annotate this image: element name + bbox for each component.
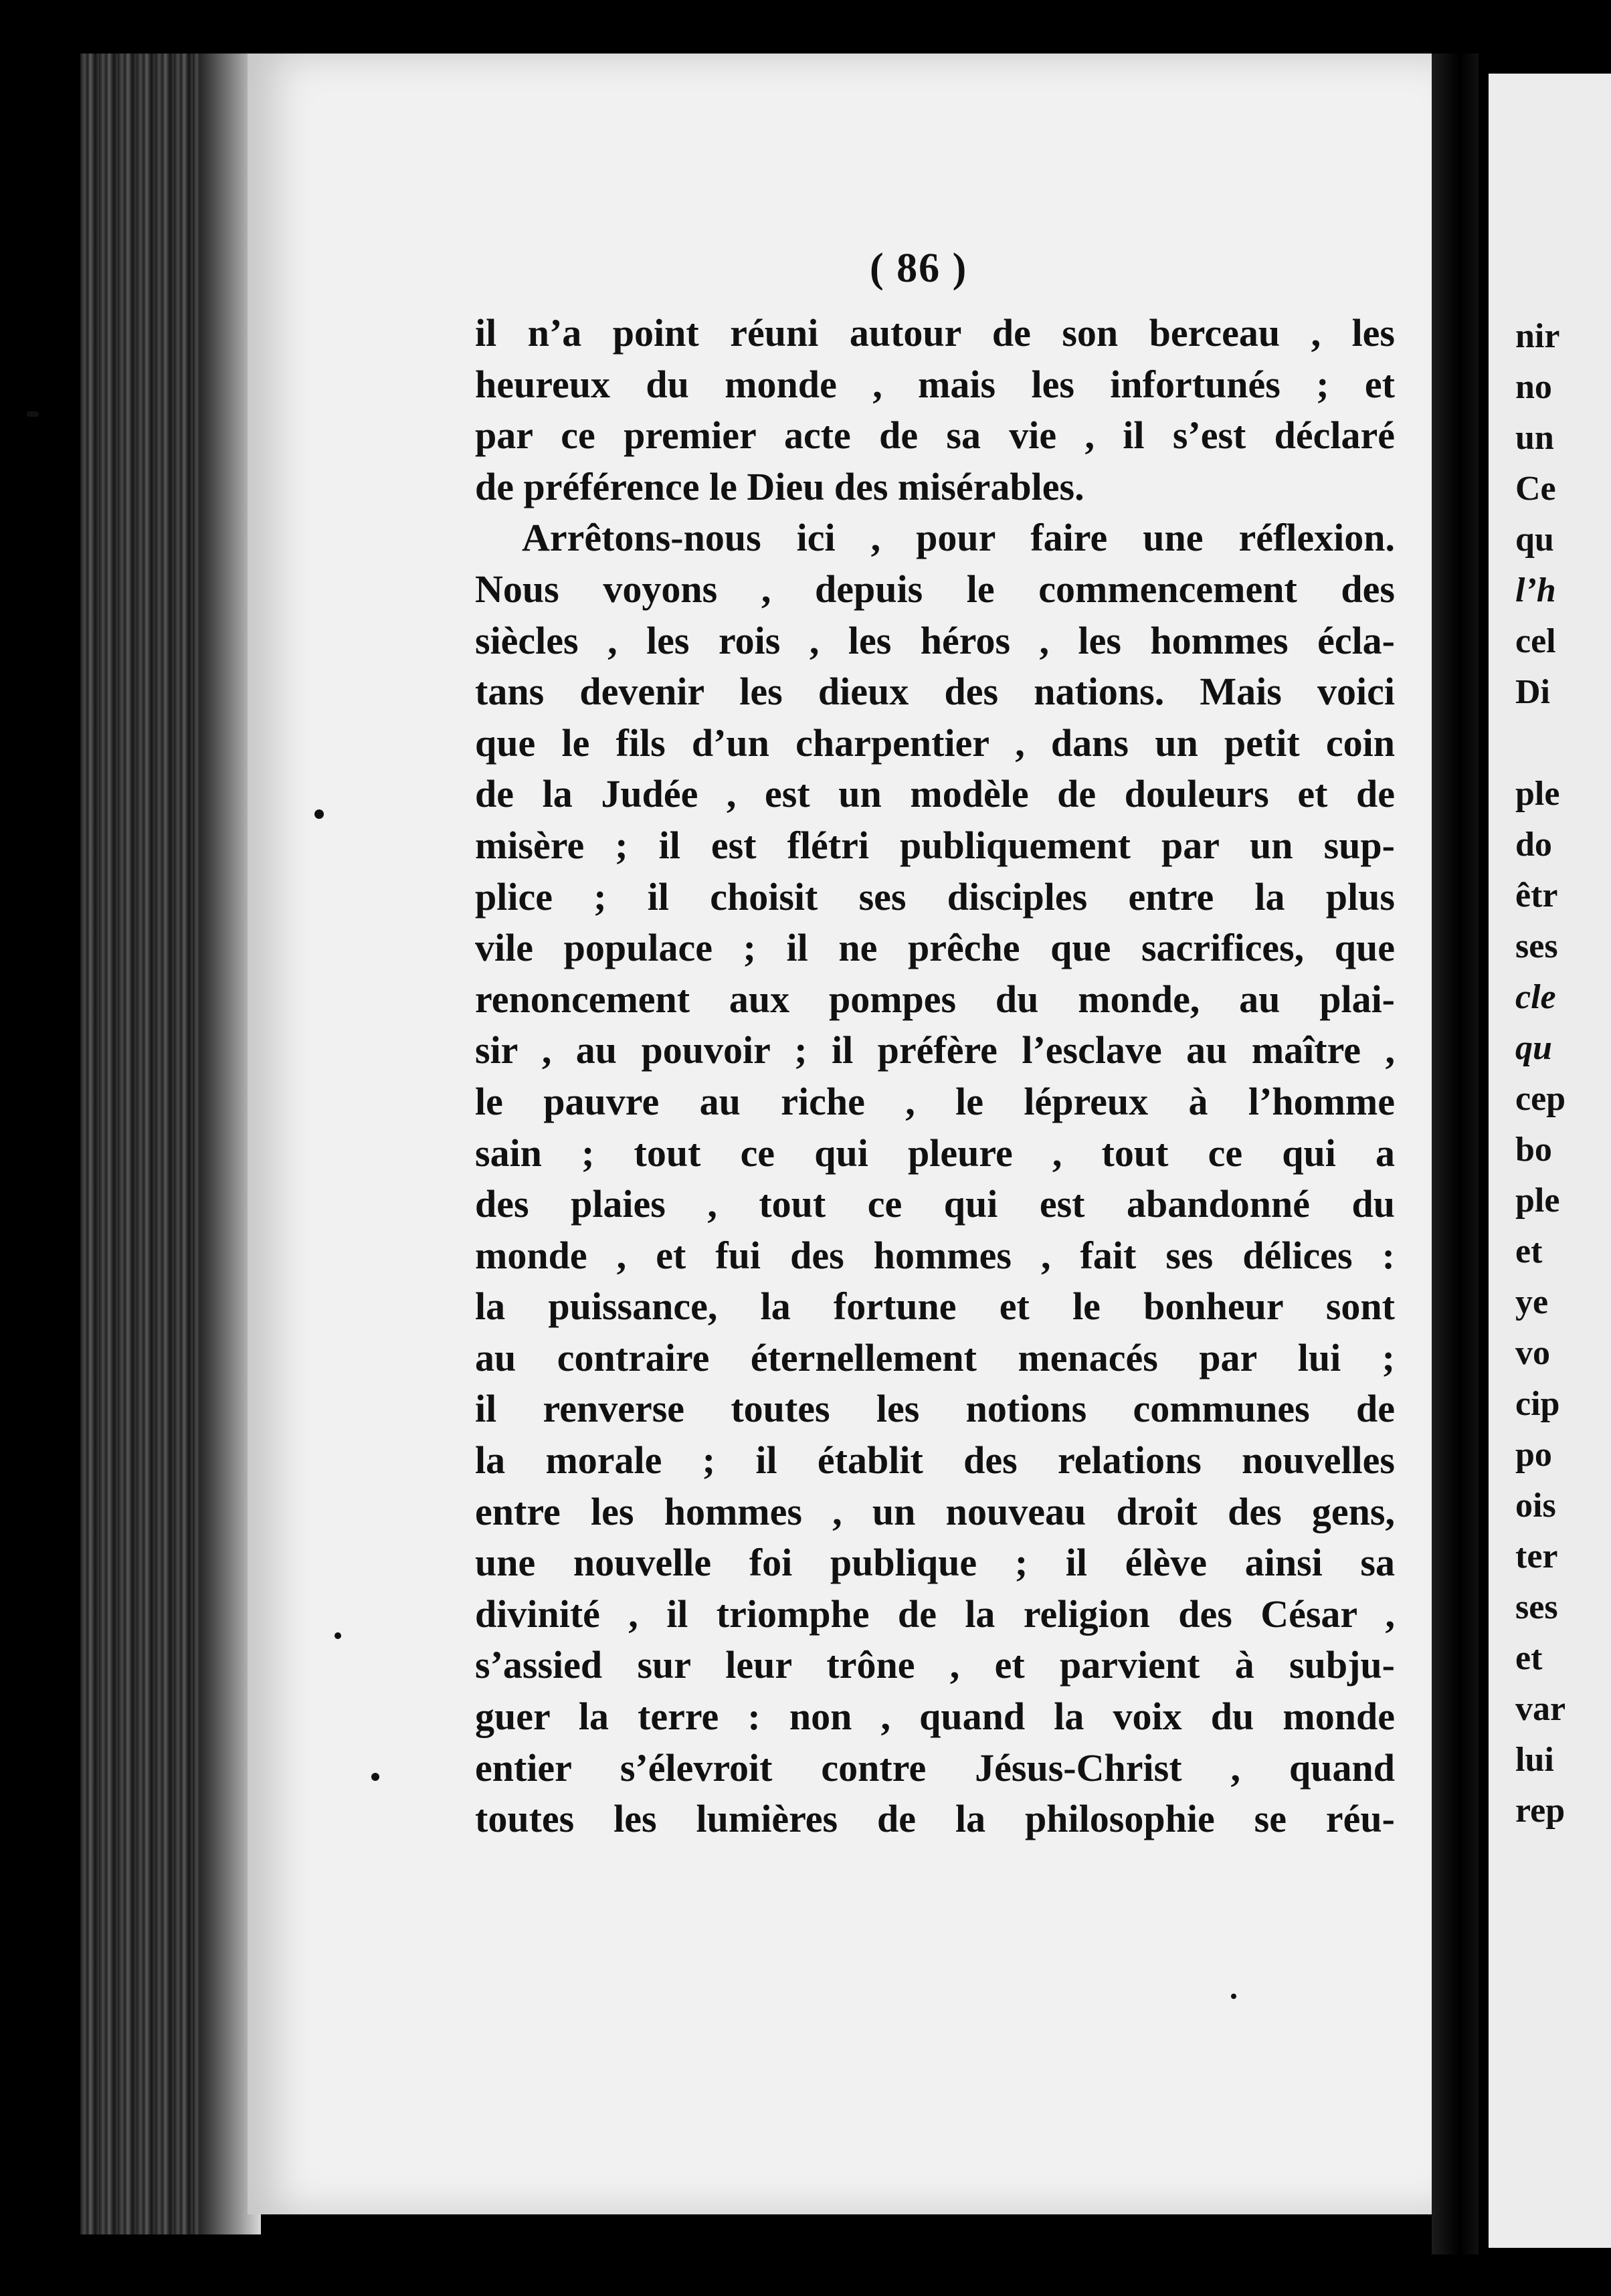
text-line: sain ; tout ce qui pleure , tout ce qui a: [475, 1131, 1395, 1175]
ink-speck: [371, 1773, 379, 1781]
facing-page: [1489, 74, 1611, 2248]
facing-fragment: do: [1515, 826, 1552, 864]
page-gutter: [1432, 54, 1479, 2255]
facing-fragment: un: [1515, 419, 1554, 457]
text-line: Nous voyons , depuis le commencement des: [475, 567, 1395, 611]
facing-fragment: cel: [1515, 622, 1556, 660]
ink-speck: [314, 809, 324, 819]
text-line: divinité , il triomphe de la religion des César ,: [475, 1592, 1395, 1636]
facing-fragment: et: [1515, 1232, 1543, 1270]
text-line: misère ; il est flétri publiquement par un sup-: [475, 823, 1395, 867]
facing-fragment: cep: [1515, 1080, 1566, 1118]
facing-fragment: bo: [1515, 1131, 1552, 1169]
facing-fragment: cip: [1515, 1385, 1560, 1423]
facing-fragment: ple: [1515, 1181, 1560, 1220]
facing-fragment: cle: [1515, 978, 1556, 1016]
facing-fragment: nir: [1515, 317, 1560, 355]
facing-fragment: po: [1515, 1436, 1552, 1474]
facing-fragment: vo: [1515, 1334, 1550, 1372]
text-line: il n’a point réuni autour de son berceau , les: [475, 311, 1395, 355]
facing-fragment: rep: [1515, 1792, 1566, 1830]
ink-speck: [27, 411, 39, 417]
page-body-text: [475, 308, 1395, 1845]
text-line: une nouvelle foi publique ; il élève ainsi sa: [475, 1541, 1395, 1585]
facing-fragment: ses: [1515, 927, 1558, 965]
text-line: par ce premier acte de sa vie , il s’est déclaré: [475, 413, 1395, 458]
text-line: entier s’élevroit contre Jésus-Christ , quand: [475, 1745, 1395, 1790]
text-line: que le fils d’un charpentier , dans un petit coin: [475, 721, 1395, 765]
facing-fragment: ple: [1515, 775, 1560, 813]
facing-fragment: no: [1515, 368, 1552, 406]
facing-fragment: var: [1515, 1690, 1566, 1728]
text-line: guer la terre : non , quand la voix du monde: [475, 1695, 1395, 1739]
text-line: renoncement aux pompes du monde, au plai-: [475, 977, 1395, 1021]
text-line: siècles , les rois , les héros , les hommes écla-: [475, 618, 1395, 662]
facing-fragment: ses: [1515, 1588, 1558, 1626]
facing-fragment: l’h: [1515, 571, 1556, 609]
ink-speck: [335, 1632, 341, 1639]
facing-fragment: qu: [1515, 520, 1554, 559]
text-line: sir , au pouvoir ; il préfère l’esclave au maître ,: [475, 1028, 1395, 1072]
facing-fragment: ter: [1515, 1537, 1558, 1575]
text-line: entre les hommes , un nouveau droit des gens,: [475, 1489, 1395, 1533]
facing-fragment: qu: [1515, 1029, 1552, 1067]
text-line: s’assied sur leur trône , et parvient à subju-: [475, 1643, 1395, 1687]
facing-fragment: ye: [1515, 1283, 1549, 1321]
text-line: le pauvre au riche , le lépreux à l’homme: [475, 1079, 1395, 1123]
text-line: monde , et fui des hommes , fait ses délices :: [475, 1233, 1395, 1277]
ink-speck: [1231, 1994, 1236, 1999]
text-line: des plaies , tout ce qui est abandonné du: [475, 1182, 1395, 1226]
text-line: tans devenir les dieux des nations. Mais voici: [475, 670, 1395, 714]
text-line: vile populace ; il ne prêche que sacrifices, que: [475, 926, 1395, 970]
facing-fragment: ois: [1515, 1487, 1556, 1525]
text-line: il renverse toutes les notions communes de: [475, 1387, 1395, 1431]
text-line: de préférence le Dieu des misérables.: [475, 464, 1084, 508]
text-line: la morale ; il établit des relations nouvelles: [475, 1438, 1395, 1482]
text-line: toutes les lumières de la philosophie se réu-: [475, 1797, 1395, 1841]
text-line: la puissance, la fortune et le bonheur sont: [475, 1284, 1395, 1329]
facing-fragment: êtr: [1515, 876, 1558, 915]
text-line: de la Judée , est un modèle de douleurs et de: [475, 772, 1395, 816]
facing-fragment: et: [1515, 1639, 1543, 1677]
facing-fragment: lui: [1515, 1741, 1554, 1779]
page-number: ( 86 ): [870, 246, 968, 291]
text-line: Arrêtons-nous ici , pour faire une réflexion.: [522, 516, 1395, 560]
text-line: heureux du monde , mais les infortunés ; et: [475, 362, 1395, 406]
facing-fragment: Ce: [1515, 470, 1556, 508]
text-line: plice ; il choisit ses disciples entre la plus: [475, 874, 1395, 919]
text-line: au contraire éternellement menacés par lui ;: [475, 1335, 1395, 1379]
facing-fragment: Di: [1515, 673, 1550, 711]
